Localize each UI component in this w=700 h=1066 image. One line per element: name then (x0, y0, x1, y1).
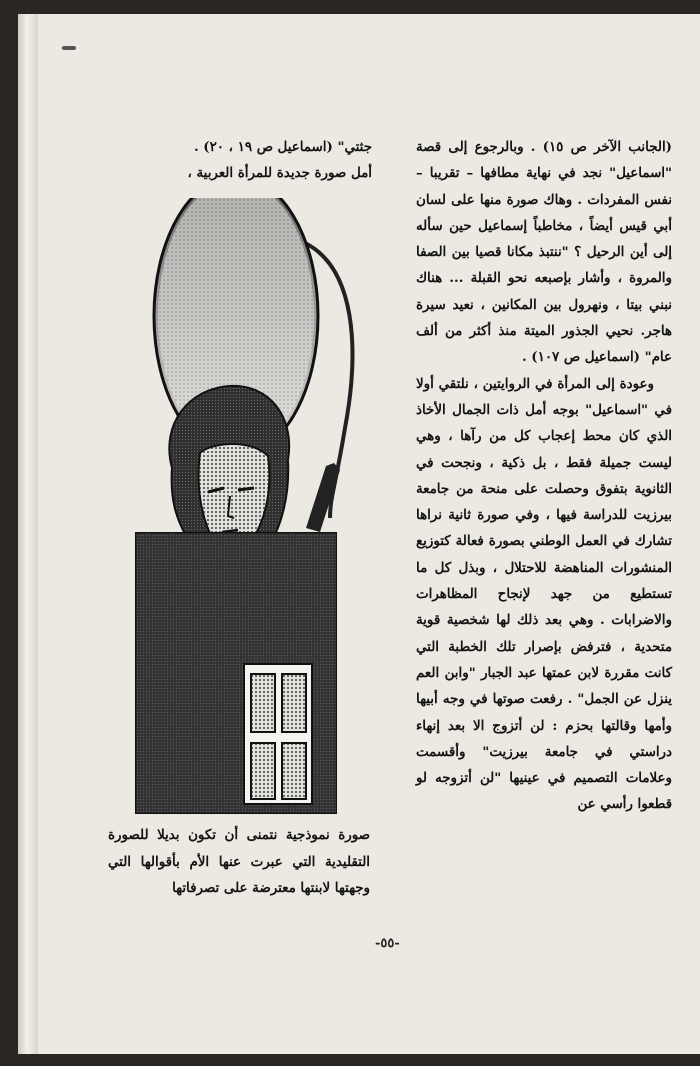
woman-window-illustration (130, 198, 360, 818)
paragraph: وعودة إلى المرأة في الروايتين ، نلتقي أولا في "اسماعيل" بوجه أمل ذات الجمال الأخاذ الذي كان محط إعجاب كل من رآها ، وهي ليست جميلة فقط ، بل ذكية ، ونجحت في الثانوية بتفوق وحصلت على منحة من جامعة بيرزيت للدراسة فيها ، وفي صورة ثانية نراها تشارك في العمل الوطني بصورة فعالة كتوزيع المنشورات المناهضة للاحتلال ، وبذل كل ما تستطيع من جهد لإنجاح المظاهرات والاضرابات . وهي بعد ذلك لها شخصية قوية متحدية ، فترفض بإصرار تلك الخطبة التي كانت مقررة لابن عمتها عبد الجبار "وابن العم ينزل عن الجمل" . رفعت صوتها في وجه أبيها وأمها وقالتها بحزم : لن أتزوج الا بعد إنهاء دراستي في جامعة بيرزيت" وأقسمت وعلامات التصميم في عينيها "لن أتزوجه لو قطعوا رأسي عن (416, 375, 672, 813)
print-mark (62, 46, 76, 50)
paragraph: (الجانب الآخر ص ١٥) . وبالرجوع إلى قصة "اسماعيل" نجد في نهاية مطافها – تقريبا – نفس المفردات . وهاك صورة منها على لسان أبي قيس أيضاً ، مخاطباً إسماعيل حين سأله إلى أين الرحيل ؟ "ننتبذ مكانا قصيا بين الصفا والمروة ، وأشار بإصبعه نحو القبلة ... هناك نبني بيتا ، ونهرول بين المكانين ، نعيد سيرة هاجر. نحيي الجذور الميتة منذ أكثر من ألف عام" (اسماعيل ص ١٠٧) . (416, 139, 672, 366)
page-number: -٥٥- (375, 936, 400, 951)
page-binding-edge (18, 14, 38, 1054)
illustration (130, 198, 360, 818)
figure-caption: صورة نموذجية نتمنى أن تكون بديلا للصورة التقليدية التي عبرت عنها الأم بأقوالها التي وجهتها لابنتها معترضة على تصرفاتها (108, 827, 370, 896)
right-text-column (416, 134, 672, 818)
left-text-column (108, 134, 372, 186)
paragraph: جثتي" (اسماعيل ص ١٩ ، ٢٠) . (193, 139, 372, 155)
paragraph: أمل صورة جديدة للمرأة العربية ، (187, 165, 372, 181)
